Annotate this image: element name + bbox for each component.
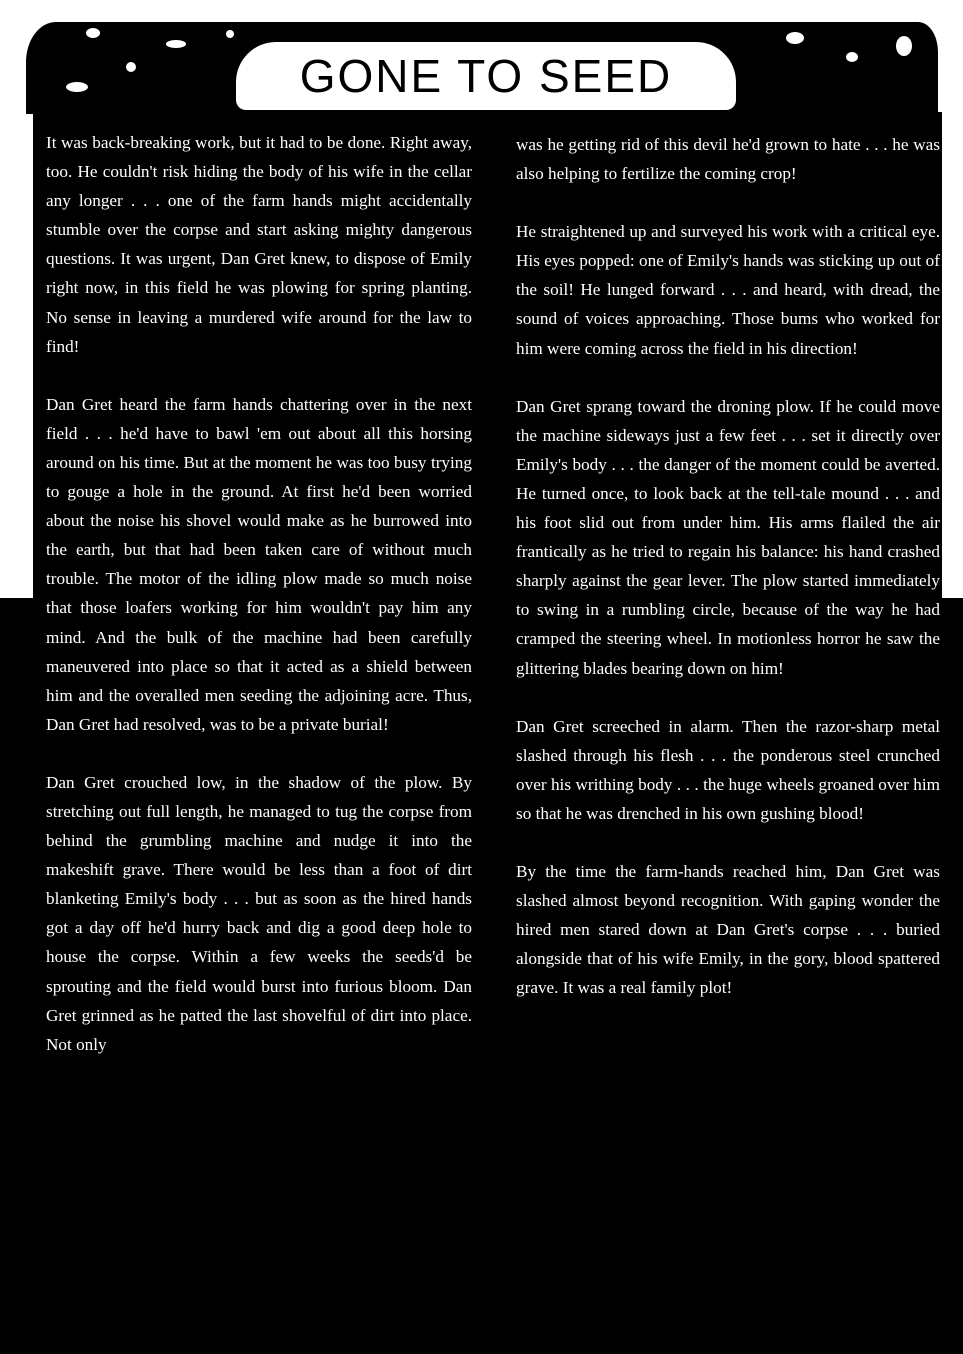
title-plate — [236, 42, 736, 110]
right-column — [516, 130, 940, 1002]
paragraph: It was back-breaking work, but it had to be done. Right away, too. He couldn't risk hiding the body of his wife in the cellar any longer . . . one of the farm hands might accidentally stumble over the corpse and start asking mighty dangerous questions. It was urgent, Dan Gret knew, to dispose of Emily right now, in this field he was plowing for spring planting. No sense in leaving a murdered wife around for the law to find! — [46, 133, 472, 356]
left-column — [46, 128, 472, 1059]
page-title: GONE TO SEED — [299, 50, 673, 102]
paragraph: He straightened up and surveyed his work with a critical eye. His eyes popped: one of Emily's hands was sticking up out of the soil! He lunged forward . . . and heard, with dread, the sound of voices approaching. Those bums who worked for him were coming across the field in his direction! — [516, 222, 940, 358]
paragraph: Dan Gret crouched low, in the shadow of the plow. By stretching out full length, he managed to tug the corpse from behind the grumbling machine and nudge it into the makeshift grave. There would be less than a foot of dirt blanketing Emily's body . . . but as soon as the hired hands got a day off he'd hurry back and dig a good deep hole to house the corpse. Within a few weeks the seeds'd be sprouting and the field would burst into furious bloom. Dan Gret grinned as he patted the last shovelful of dirt into place. Not only — [46, 772, 472, 1054]
paragraph: was he getting rid of this devil he'd grown to hate . . . he was also helping to fertilize the coming crop! — [516, 135, 940, 184]
paragraph: By the time the farm-hands reached him, Dan Gret was slashed almost beyond recognition. With gaping wonder the hired men stared down at Dan Gret's corpse . . . buried alongside that of his wife Emily, in the gory, blood spattered grave. It was a real family plot! — [516, 861, 940, 998]
paragraph: Dan Gret sprang toward the droning plow. If he could move the machine sideways just a few feet . . . set it directly over Emily's body . . . the danger of the moment could be averted. He turned once, to look back at the tell-tale mound . . . and his foot slid out from under him. His arms flailed the air frantically as he tried to regain his balance: his hand crashed sharply against the gear lever. The plow started immediately to swing in a rumbling circle, because of the way he had cramped the steering wheel. In motionless horror he saw the glittering blades bearing down on him! — [516, 396, 940, 678]
paragraph: Dan Gret screeched in alarm. Then the razor-sharp metal slashed through his flesh . . . the ponderous steel crunched over his writhing body . . . the huge wheels groaned over him so that he was drenched in his own gushing blood! — [516, 716, 940, 823]
paragraph: Dan Gret heard the farm hands chattering over in the next field . . . he'd have to bawl 'em out about all this horsing around on his time. But at the moment he was too busy trying to gouge a hole in the ground. At first he'd been worried about the noise his shovel would make as he burrowed into the earth, but that had been taken care of without much trouble. The motor of the idling plow made so much noise that those loafers working for him wouldn't pay him any mind. And the bulk of the machine had been carefully maneuvered into place so that it acted as a shield between him and the overalled men seeding the adjoining acre. Thus, Dan Gret had resolved, was to be a private burial! — [46, 394, 472, 734]
